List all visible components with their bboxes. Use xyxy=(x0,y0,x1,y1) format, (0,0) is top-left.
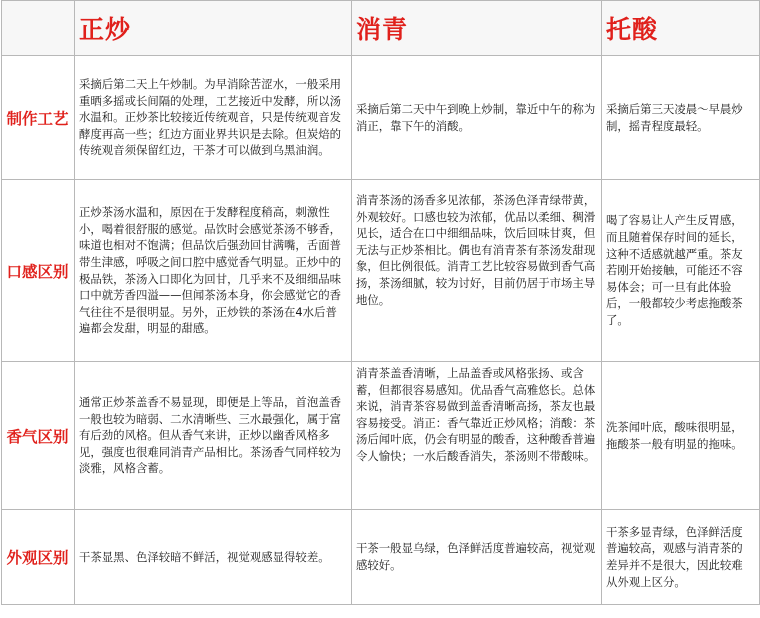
row-header-aroma: 香气区别 xyxy=(2,362,75,510)
table-header-row xyxy=(2,1,760,56)
cell-process-tuosuan: 采摘后第三天凌晨～早晨炒制，摇青程度最轻。 xyxy=(602,56,760,180)
cell-aroma-tuosuan: 洗茶闻叶底，酸味很明显，拖酸茶一般有明显的拖味。 xyxy=(602,362,760,510)
table-row xyxy=(2,510,760,605)
row-header-taste: 口感区别 xyxy=(2,180,75,362)
cell-taste-xiaoqing: 消青茶汤的汤香多见浓郁，茶汤色泽青绿带黄，外观较好。口感也较为浓郁，优品以柔细、稠滑见长，适合在口中细细品味，饮后回味甘爽，但无法与正炒茶相比。偶也有消青茶有茶汤发甜现象，但比例很低。消青工艺比较容易做到香气高扬，茶汤细腻，较为讨好，目前仍居于市场主导地位。 xyxy=(352,180,602,362)
cell-appearance-xiaoqing: 干茶一般显乌绿，色泽鲜活度普遍较高，视觉观感较好。 xyxy=(352,510,602,605)
column-header-zhengchao: 正炒 xyxy=(75,1,352,56)
comparison-table xyxy=(1,0,760,605)
table-row xyxy=(2,362,760,510)
column-header-xiaoqing: 消青 xyxy=(352,1,602,56)
table-row xyxy=(2,56,760,180)
cell-aroma-zhengchao: 通常正炒茶盖香不易显现，即便是上等品，首泡盖香一般也较为暗弱、二水清晰些、三水最强化，属于富有后劲的风格。但从香气来讲，正炒以幽香风格多见，强度也很难同消青产品相比。茶汤香气同样较为淡雅，风格含蓄。 xyxy=(75,362,352,510)
cell-aroma-xiaoqing: 消青茶盖香清晰，上品盖香或风格张扬、或含蓄，但都很容易感知。优品香气高雅悠长。总体来说，消青茶容易做到盖香清晰高扬，茶友也最容易接受。消正：香气靠近正炒风格；消酸：茶汤后闻叶底，仍会有明显的酸香，这种酸香普遍令人愉快；一水后酸香消失，茶汤则不带酸味。 xyxy=(352,362,602,510)
table-row xyxy=(2,180,760,362)
cell-appearance-zhengchao: 干茶显黑、色泽较暗不鲜活，视觉观感显得较差。 xyxy=(75,510,352,605)
cell-taste-tuosuan: 喝了容易让人产生反胃感，而且随着保存时间的延长，这种不适感就越严重。茶友若刚开始接触，可能还不容易体会；可一旦有此体验后，一般都较少考虑拖酸茶了。 xyxy=(602,180,760,362)
cell-appearance-tuosuan: 干茶多显青绿，色泽鲜活度普遍较高，观感与消青茶的差异并不是很大，因此较难从外观上区分。 xyxy=(602,510,760,605)
corner-cell xyxy=(2,1,75,56)
column-header-tuosuan: 托酸 xyxy=(602,1,760,56)
cell-taste-zhengchao: 正炒茶汤水温和，原因在于发酵程度稍高，刺激性小，喝着很舒服的感觉。品饮时会感觉茶汤不够香，味道也相对不饱满；但品饮后强劲回甘满嘴，舌面普带生津感，呼吸之间口腔中感觉香气明显。正炒中的极品铁，茶汤入口即化为回甘，几乎来不及细细品味口中就芳香四溢——但闻茶汤本身，你会感觉它的香气往往不是很明显。另外，正炒铁的茶汤在4水后普遍都会发甜，明显的甜感。 xyxy=(75,180,352,362)
cell-process-zhengchao: 采摘后第二天上午炒制。为早消除苦涩水，一般采用重晒多摇或长间隔的处理，工艺接近中发酵，所以汤水温和。正炒茶比较接近传统观音，只是传统观音发酵度再高一些；红边方面业界共识是去除。但炭焙的传统观音须保留红边，干茶才可以做到乌黑油润。 xyxy=(75,56,352,180)
row-header-process: 制作工艺 xyxy=(2,56,75,180)
row-header-appearance: 外观区别 xyxy=(2,510,75,605)
cell-process-xiaoqing: 采摘后第二天中午到晚上炒制，靠近中午的称为消正，靠下午的消酸。 xyxy=(352,56,602,180)
